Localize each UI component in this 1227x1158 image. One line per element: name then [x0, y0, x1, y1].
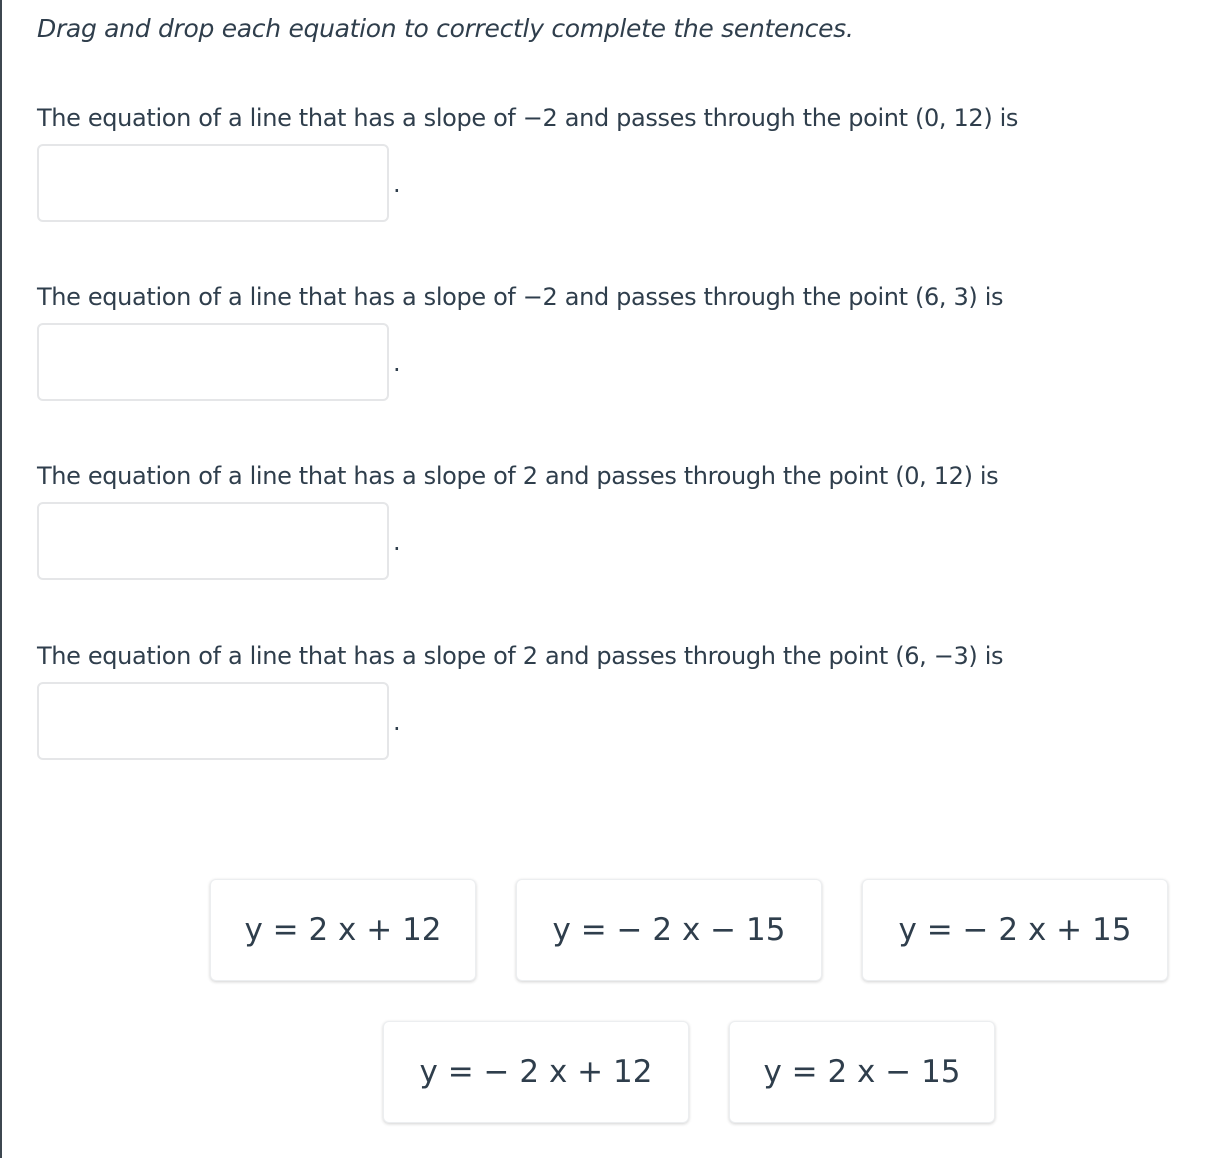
question-3 [37, 459, 1187, 584]
question-text: The equation of a line that has a slope of −2 and passes through the point (6, 3) is [37, 283, 1004, 311]
left-border [0, 0, 2, 1158]
equation-tile-2[interactable]: y = − 2 x − 15 [516, 879, 822, 981]
sentence-period: . [393, 708, 401, 736]
sentence-period: . [393, 170, 401, 198]
question-text: The equation of a line that has a slope of 2 and passes through the point (0, 12) is [37, 462, 999, 490]
equation-tile-3[interactable]: y = − 2 x + 15 [862, 879, 1168, 981]
equation-tile-4[interactable]: y = − 2 x + 12 [383, 1021, 689, 1123]
instructions: Drag and drop each equation to correctly complete the sentences. [37, 14, 854, 43]
sentence-period: . [393, 349, 401, 377]
question-text: The equation of a line that has a slope of 2 and passes through the point (6, −3) is [37, 642, 1004, 670]
question-2 [37, 280, 1187, 405]
question-1 [37, 101, 1187, 226]
answer-drop-zone-2[interactable] [37, 323, 389, 401]
answer-drop-zone-3[interactable] [37, 502, 389, 580]
answer-drop-zone-1[interactable] [37, 144, 389, 222]
sentence-period: . [393, 528, 401, 556]
equation-tile-5[interactable]: y = 2 x − 15 [729, 1021, 995, 1123]
answer-drop-zone-4[interactable] [37, 682, 389, 760]
equation-tile-1[interactable]: y = 2 x + 12 [210, 879, 476, 981]
question-text: The equation of a line that has a slope of −2 and passes through the point (0, 12) is [37, 104, 1019, 132]
question-4 [37, 639, 1187, 764]
